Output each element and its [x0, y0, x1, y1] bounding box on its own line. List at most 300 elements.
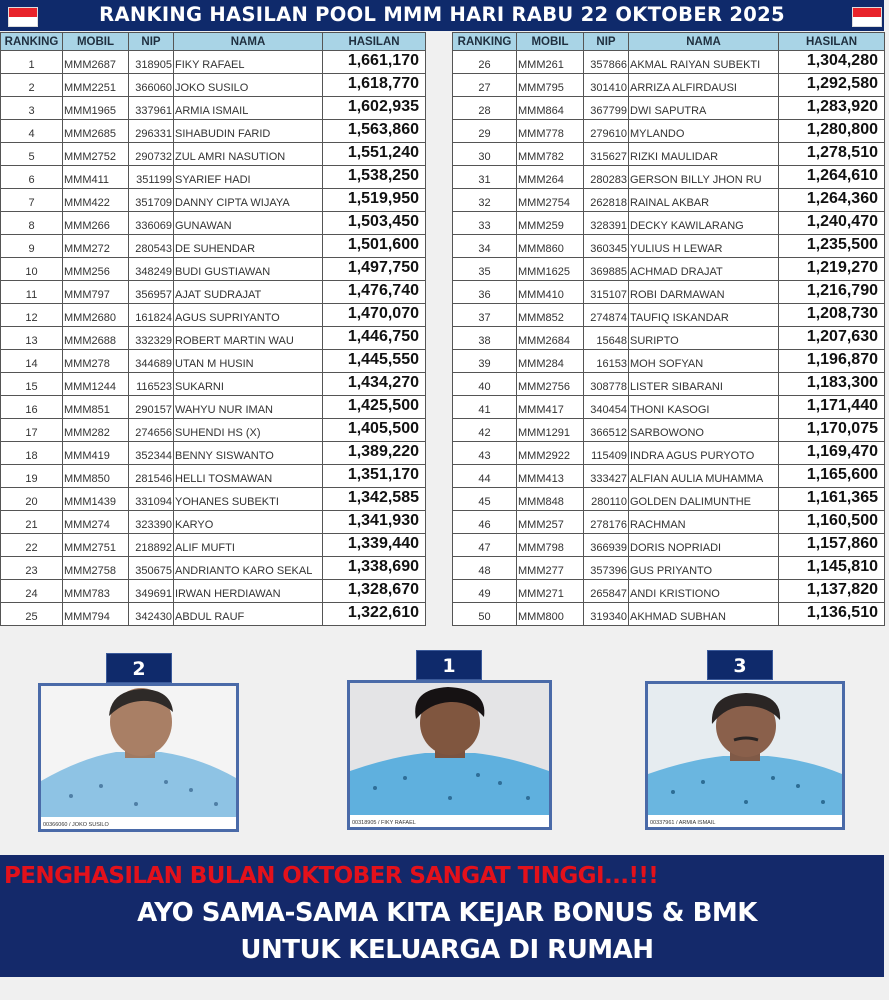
table-row	[453, 419, 885, 442]
rank-cell: 37	[453, 304, 517, 327]
mobil-cell: MMM778	[517, 120, 584, 143]
table-row	[1, 304, 426, 327]
nama-cell: YULIUS H LEWAR	[629, 235, 779, 258]
nama-cell: LISTER SIBARANI	[629, 373, 779, 396]
hasilan-cell: 1,602,935	[323, 97, 426, 120]
mobil-cell: MMM2680	[63, 304, 129, 327]
nama-cell: GUNAWAN	[174, 212, 323, 235]
title-bar	[0, 0, 884, 31]
hasilan-cell: 1,351,170	[323, 465, 426, 488]
table-row	[1, 235, 426, 258]
rank-cell: 31	[453, 166, 517, 189]
nama-cell: SARBOWONO	[629, 419, 779, 442]
nama-cell: AGUS SUPRIYANTO	[174, 304, 323, 327]
column-header-hasilan: HASILAN	[323, 33, 426, 51]
rank-cell: 23	[1, 557, 63, 580]
hasilan-cell: 1,292,580	[779, 74, 885, 97]
nip-cell: 369885	[584, 258, 629, 281]
hasilan-cell: 1,551,240	[323, 143, 426, 166]
hasilan-cell: 1,171,440	[779, 396, 885, 419]
hasilan-cell: 1,476,740	[323, 281, 426, 304]
hasilan-cell: 1,136,510	[779, 603, 885, 626]
rank-cell: 3	[1, 97, 63, 120]
table-row	[453, 258, 885, 281]
mobil-cell: MMM2251	[63, 74, 129, 97]
nip-cell: 279610	[584, 120, 629, 143]
mobil-cell: MMM257	[517, 511, 584, 534]
nama-cell: BENNY SISWANTO	[174, 442, 323, 465]
nama-cell: KARYO	[174, 511, 323, 534]
hasilan-cell: 1,618,770	[323, 74, 426, 97]
table-row	[453, 373, 885, 396]
rank-cell: 43	[453, 442, 517, 465]
table-row	[453, 557, 885, 580]
nama-cell: RACHMAN	[629, 511, 779, 534]
person-photo-image	[350, 683, 549, 815]
mobil-cell: MMM2754	[517, 189, 584, 212]
hasilan-cell: 1,280,800	[779, 120, 885, 143]
mobil-cell: MMM256	[63, 258, 129, 281]
table-row	[1, 534, 426, 557]
mobil-cell: MMM278	[63, 350, 129, 373]
nama-cell: DWI SAPUTRA	[629, 97, 779, 120]
page-title: RANKING HASILAN POOL MMM HARI RABU 22 OKTOBER 2025	[99, 3, 785, 26]
photo-frame	[38, 683, 239, 832]
nip-cell: 349691	[129, 580, 174, 603]
mobil-cell: MMM783	[63, 580, 129, 603]
rank-cell: 32	[453, 189, 517, 212]
mobil-cell: MMM261	[517, 51, 584, 74]
mobil-cell: MMM413	[517, 465, 584, 488]
hasilan-cell: 1,389,220	[323, 442, 426, 465]
nip-cell: 318905	[129, 51, 174, 74]
hasilan-cell: 1,341,930	[323, 511, 426, 534]
nama-cell: DORIS NOPRIADI	[629, 534, 779, 557]
table-row	[1, 465, 426, 488]
hasilan-cell: 1,264,360	[779, 189, 885, 212]
nip-cell: 308778	[584, 373, 629, 396]
photo-caption: 00337961 / ARMIA ISMAIL	[650, 820, 716, 826]
hasilan-cell: 1,161,365	[779, 488, 885, 511]
mobil-cell: MMM798	[517, 534, 584, 557]
rank-cell: 12	[1, 304, 63, 327]
nip-cell: 342430	[129, 603, 174, 626]
table-row	[453, 74, 885, 97]
column-header-nip: NIP	[584, 33, 629, 51]
rank-cell: 40	[453, 373, 517, 396]
nama-cell: INDRA AGUS PURYOTO	[629, 442, 779, 465]
rank-badge: 1	[416, 650, 482, 680]
hasilan-cell: 1,563,860	[323, 120, 426, 143]
hasilan-cell: 1,216,790	[779, 281, 885, 304]
nip-cell: 331094	[129, 488, 174, 511]
nama-cell: DECKY KAWILARANG	[629, 212, 779, 235]
rank-cell: 36	[453, 281, 517, 304]
nip-cell: 319340	[584, 603, 629, 626]
table-row	[453, 143, 885, 166]
rank-badge: 3	[707, 650, 773, 680]
hasilan-cell: 1,170,075	[779, 419, 885, 442]
mobil-cell: MMM259	[517, 212, 584, 235]
hasilan-cell: 1,165,600	[779, 465, 885, 488]
rank-cell: 24	[1, 580, 63, 603]
nip-cell: 336069	[129, 212, 174, 235]
rank-cell: 21	[1, 511, 63, 534]
nip-cell: 367799	[584, 97, 629, 120]
table-row	[1, 511, 426, 534]
nip-cell: 290732	[129, 143, 174, 166]
mobil-cell: MMM860	[517, 235, 584, 258]
table-row	[453, 166, 885, 189]
rank-cell: 22	[1, 534, 63, 557]
mobil-cell: MMM274	[63, 511, 129, 534]
hasilan-cell: 1,339,440	[323, 534, 426, 557]
hasilan-cell: 1,342,585	[323, 488, 426, 511]
table-row	[1, 557, 426, 580]
table-row	[453, 97, 885, 120]
rank-cell: 18	[1, 442, 63, 465]
nip-cell: 344689	[129, 350, 174, 373]
table-row	[1, 396, 426, 419]
person-photo-image	[41, 686, 236, 817]
table-row	[1, 419, 426, 442]
nama-cell: THONI KASOGI	[629, 396, 779, 419]
rank-cell: 33	[453, 212, 517, 235]
rank-cell: 45	[453, 488, 517, 511]
column-header-mobil: MOBIL	[63, 33, 129, 51]
mobil-cell: MMM277	[517, 557, 584, 580]
table-row	[1, 212, 426, 235]
table-row	[1, 51, 426, 74]
nip-cell: 351709	[129, 189, 174, 212]
hasilan-cell: 1,445,550	[323, 350, 426, 373]
mobil-cell: MMM2684	[517, 327, 584, 350]
banner-headline: PENGHASILAN BULAN OKTOBER SANGAT TINGGI...!!!	[4, 861, 659, 889]
photo-frame	[645, 681, 845, 830]
rank-cell: 5	[1, 143, 63, 166]
nama-cell: MOH SOFYAN	[629, 350, 779, 373]
nip-cell: 274874	[584, 304, 629, 327]
nama-cell: GOLDEN DALIMUNTHE	[629, 488, 779, 511]
table-row	[453, 396, 885, 419]
rank-cell: 11	[1, 281, 63, 304]
mobil-cell: MMM1244	[63, 373, 129, 396]
hasilan-cell: 1,145,810	[779, 557, 885, 580]
rank-cell: 47	[453, 534, 517, 557]
table-row	[453, 465, 885, 488]
nama-cell: TAUFIQ ISKANDAR	[629, 304, 779, 327]
nama-cell: ALIF MUFTI	[174, 534, 323, 557]
rank-cell: 35	[453, 258, 517, 281]
mobil-cell: MMM2752	[63, 143, 129, 166]
rank-cell: 38	[453, 327, 517, 350]
nip-cell: 116523	[129, 373, 174, 396]
nama-cell: FIKY RAFAEL	[174, 51, 323, 74]
rank-cell: 28	[453, 97, 517, 120]
mobil-cell: MMM795	[517, 74, 584, 97]
table-row	[1, 166, 426, 189]
mobil-cell: MMM2758	[63, 557, 129, 580]
rank-badge: 2	[106, 653, 172, 683]
hasilan-cell: 1,470,070	[323, 304, 426, 327]
table-header-row	[1, 33, 426, 51]
mobil-cell: MMM419	[63, 442, 129, 465]
rank-cell: 16	[1, 396, 63, 419]
nip-cell: 323390	[129, 511, 174, 534]
hasilan-cell: 1,328,670	[323, 580, 426, 603]
hasilan-cell: 1,278,510	[779, 143, 885, 166]
mobil-cell: MMM264	[517, 166, 584, 189]
table-row	[453, 304, 885, 327]
nip-cell: 366939	[584, 534, 629, 557]
nip-cell: 351199	[129, 166, 174, 189]
hasilan-cell: 1,304,280	[779, 51, 885, 74]
column-header-ranking: RANKING	[1, 33, 63, 51]
hasilan-cell: 1,519,950	[323, 189, 426, 212]
nama-cell: ROBERT MARTIN WAU	[174, 327, 323, 350]
hasilan-cell: 1,446,750	[323, 327, 426, 350]
hasilan-cell: 1,235,500	[779, 235, 885, 258]
nip-cell: 296331	[129, 120, 174, 143]
nip-cell: 332329	[129, 327, 174, 350]
hasilan-cell: 1,503,450	[323, 212, 426, 235]
rank-cell: 1	[1, 51, 63, 74]
nip-cell: 280543	[129, 235, 174, 258]
nama-cell: ABDUL RAUF	[174, 603, 323, 626]
nip-cell: 357396	[584, 557, 629, 580]
nip-cell: 337961	[129, 97, 174, 120]
nama-cell: ARRIZA ALFIRDAUSI	[629, 74, 779, 97]
person-photo	[648, 684, 842, 815]
column-header-nama: NAMA	[174, 33, 323, 51]
hasilan-cell: 1,219,270	[779, 258, 885, 281]
nip-cell: 274656	[129, 419, 174, 442]
rank-cell: 20	[1, 488, 63, 511]
banner-subline-1: AYO SAMA-SAMA KITA KEJAR BONUS & BMK	[137, 898, 757, 928]
table-row	[453, 580, 885, 603]
nama-cell: SYARIEF HADI	[174, 166, 323, 189]
mobil-cell: MMM2687	[63, 51, 129, 74]
rank-cell: 2	[1, 74, 63, 97]
hasilan-cell: 1,322,610	[323, 603, 426, 626]
column-header-nip: NIP	[129, 33, 174, 51]
nama-cell: YOHANES SUBEKTI	[174, 488, 323, 511]
nama-cell: UTAN M HUSIN	[174, 350, 323, 373]
rank-cell: 29	[453, 120, 517, 143]
nip-cell: 281546	[129, 465, 174, 488]
mobil-cell: MMM282	[63, 419, 129, 442]
nip-cell: 16153	[584, 350, 629, 373]
table-row	[1, 350, 426, 373]
nip-cell: 328391	[584, 212, 629, 235]
mobil-cell: MMM800	[517, 603, 584, 626]
nama-cell: SUHENDI HS (X)	[174, 419, 323, 442]
mobil-cell: MMM1439	[63, 488, 129, 511]
nip-cell: 350675	[129, 557, 174, 580]
rank-cell: 6	[1, 166, 63, 189]
nama-cell: ANDI KRISTIONO	[629, 580, 779, 603]
hasilan-cell: 1,501,600	[323, 235, 426, 258]
hasilan-cell: 1,283,920	[779, 97, 885, 120]
rank-cell: 25	[1, 603, 63, 626]
hasilan-cell: 1,434,270	[323, 373, 426, 396]
nip-cell: 315627	[584, 143, 629, 166]
ranking-table-left	[0, 32, 426, 626]
rank-cell: 41	[453, 396, 517, 419]
nip-cell: 115409	[584, 442, 629, 465]
nip-cell: 280110	[584, 488, 629, 511]
table-row	[1, 488, 426, 511]
nama-cell: SURIPTO	[629, 327, 779, 350]
table-row	[1, 143, 426, 166]
rank-cell: 48	[453, 557, 517, 580]
mobil-cell: MMM850	[63, 465, 129, 488]
table-row	[1, 120, 426, 143]
mobil-cell: MMM1625	[517, 258, 584, 281]
nama-cell: AKMAL RAIYAN SUBEKTI	[629, 51, 779, 74]
person-photo	[41, 686, 236, 817]
nama-cell: DANNY CIPTA WIJAYA	[174, 189, 323, 212]
nama-cell: AKHMAD SUBHAN	[629, 603, 779, 626]
mobil-cell: MMM410	[517, 281, 584, 304]
rank-cell: 34	[453, 235, 517, 258]
hasilan-cell: 1,405,500	[323, 419, 426, 442]
mobil-cell: MMM864	[517, 97, 584, 120]
nama-cell: ACHMAD DRAJAT	[629, 258, 779, 281]
nip-cell: 290157	[129, 396, 174, 419]
nip-cell: 366512	[584, 419, 629, 442]
hasilan-cell: 1,661,170	[323, 51, 426, 74]
table-row	[1, 97, 426, 120]
mobil-cell: MMM852	[517, 304, 584, 327]
rank-cell: 13	[1, 327, 63, 350]
nip-cell: 348249	[129, 258, 174, 281]
nama-cell: WAHYU NUR IMAN	[174, 396, 323, 419]
hasilan-cell: 1,169,470	[779, 442, 885, 465]
mobil-cell: MMM284	[517, 350, 584, 373]
nama-cell: GUS PRIYANTO	[629, 557, 779, 580]
nama-cell: ANDRIANTO KARO SEKAL	[174, 557, 323, 580]
nip-cell: 352344	[129, 442, 174, 465]
nip-cell: 301410	[584, 74, 629, 97]
rank-cell: 14	[1, 350, 63, 373]
nama-cell: ZUL AMRI NASUTION	[174, 143, 323, 166]
nip-cell: 340454	[584, 396, 629, 419]
rank-cell: 4	[1, 120, 63, 143]
hasilan-cell: 1,137,820	[779, 580, 885, 603]
nama-cell: ARMIA ISMAIL	[174, 97, 323, 120]
table-row	[1, 327, 426, 350]
table-row	[1, 373, 426, 396]
nama-cell: MYLANDO	[629, 120, 779, 143]
column-header-ranking: RANKING	[453, 33, 517, 51]
table-row	[453, 235, 885, 258]
rank-cell: 42	[453, 419, 517, 442]
mobil-cell: MMM417	[517, 396, 584, 419]
nama-cell: GERSON BILLY JHON RU	[629, 166, 779, 189]
nip-cell: 366060	[129, 74, 174, 97]
mobil-cell: MMM266	[63, 212, 129, 235]
nip-cell: 278176	[584, 511, 629, 534]
rank-cell: 26	[453, 51, 517, 74]
table-row	[453, 488, 885, 511]
table-row	[453, 51, 885, 74]
mobil-cell: MMM848	[517, 488, 584, 511]
nip-cell: 357866	[584, 51, 629, 74]
mobil-cell: MMM2685	[63, 120, 129, 143]
rank-cell: 50	[453, 603, 517, 626]
nama-cell: ROBI DARMAWAN	[629, 281, 779, 304]
nama-cell: ALFIAN AULIA MUHAMMA	[629, 465, 779, 488]
mobil-cell: MMM782	[517, 143, 584, 166]
nama-cell: IRWAN HERDIAWAN	[174, 580, 323, 603]
hasilan-cell: 1,338,690	[323, 557, 426, 580]
table-row	[453, 603, 885, 626]
hasilan-cell: 1,264,610	[779, 166, 885, 189]
table-row	[453, 212, 885, 235]
mobil-cell: MMM411	[63, 166, 129, 189]
column-header-nama: NAMA	[629, 33, 779, 51]
rank-cell: 49	[453, 580, 517, 603]
mobil-cell: MMM2922	[517, 442, 584, 465]
nama-cell: RIZKI MAULIDAR	[629, 143, 779, 166]
rank-cell: 10	[1, 258, 63, 281]
table-row	[453, 189, 885, 212]
nama-cell: BUDI GUSTIAWAN	[174, 258, 323, 281]
nama-cell: AJAT SUDRAJAT	[174, 281, 323, 304]
table-row	[1, 189, 426, 212]
hasilan-cell: 1,425,500	[323, 396, 426, 419]
indonesia-flag-icon	[852, 7, 882, 27]
table-row	[453, 120, 885, 143]
mobil-cell: MMM797	[63, 281, 129, 304]
mobil-cell: MMM422	[63, 189, 129, 212]
photo-caption: 00318905 / FIKY RAFAEL	[352, 820, 416, 826]
table-row	[453, 350, 885, 373]
table-row	[1, 442, 426, 465]
nip-cell: 15648	[584, 327, 629, 350]
table-row	[1, 74, 426, 97]
column-header-hasilan: HASILAN	[779, 33, 885, 51]
hasilan-cell: 1,497,750	[323, 258, 426, 281]
motivation-banner	[0, 855, 884, 977]
nip-cell: 360345	[584, 235, 629, 258]
mobil-cell: MMM794	[63, 603, 129, 626]
hasilan-cell: 1,208,730	[779, 304, 885, 327]
nip-cell: 333427	[584, 465, 629, 488]
nama-cell: SUKARNI	[174, 373, 323, 396]
mobil-cell: MMM272	[63, 235, 129, 258]
mobil-cell: MMM2756	[517, 373, 584, 396]
table-row	[453, 511, 885, 534]
mobil-cell: MMM271	[517, 580, 584, 603]
hasilan-cell: 1,183,300	[779, 373, 885, 396]
rank-cell: 44	[453, 465, 517, 488]
nama-cell: DE SUHENDAR	[174, 235, 323, 258]
nip-cell: 161824	[129, 304, 174, 327]
hasilan-cell: 1,157,860	[779, 534, 885, 557]
photo-caption: 00366060 / JOKO SUSILO	[43, 822, 109, 828]
table-row	[1, 580, 426, 603]
rank-cell: 15	[1, 373, 63, 396]
nama-cell: RAINAL AKBAR	[629, 189, 779, 212]
rank-cell: 30	[453, 143, 517, 166]
nama-cell: JOKO SUSILO	[174, 74, 323, 97]
rank-cell: 7	[1, 189, 63, 212]
mobil-cell: MMM1965	[63, 97, 129, 120]
hasilan-cell: 1,207,630	[779, 327, 885, 350]
nip-cell: 315107	[584, 281, 629, 304]
